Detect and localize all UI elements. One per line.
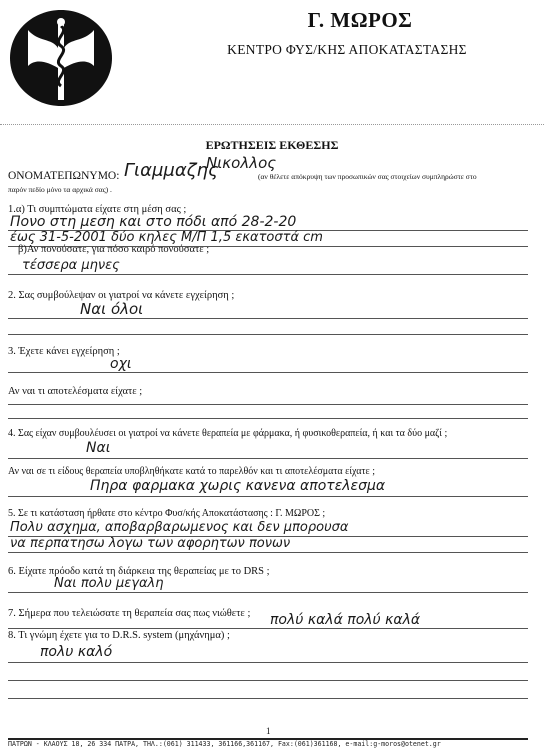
answer-2: Ναι όλοι (80, 300, 144, 318)
divider (0, 124, 544, 127)
clinic-logo (8, 8, 114, 108)
name-note-2: παρόν πεδίο μόνο τα αρχικά σας) . (8, 185, 112, 194)
answer-5-line2: να περπατησω λογω των αφορητων πονων (10, 536, 291, 551)
answer-8: πολυ καλό (40, 644, 113, 660)
footer-contact: ΠΑΤΡΩΝ - ΚΛΑΟΥΣ 18, 26 334 ΠΑΤΡΑ, ΤΗΛ.:(061) 311433, 361166,361167, Fax:(061)361168, e-mail:g-moros@otenet.gr (8, 740, 441, 748)
answer-line (8, 698, 528, 699)
answer-1a-line1: Πονο στη μεση και στο πόδι από 28-2-20 (10, 214, 297, 230)
question-8: 8. Τι γνώμη έχετε για το D.R.S. system (μηχάνημα) ; (8, 630, 230, 641)
answer-line (8, 318, 528, 319)
question-4-followup: Αν ναι σε τι είδους θεραπεία υποβληθήκατε κατά το παρελθόν και τι αποτελέσματα είχατε ; (8, 466, 376, 477)
name-surname-value: Γιαμμαζης (124, 160, 219, 181)
answer-1a-line2: έως 31-5-2001 δύο κηλες Μ/Π 1,5 εκατοστά cm (10, 230, 323, 245)
answer-5-line1: Πολυ ασχημα, αποβαρβαρωμενος και δεν μπορουσα (10, 520, 349, 535)
answer-line (8, 418, 528, 419)
answer-line (8, 404, 528, 405)
question-1b: β)Αν πονούσατε, για πόσο καιρό πονούσατε ; (18, 244, 210, 255)
answer-line (8, 592, 528, 593)
answer-4: Ναι (86, 440, 111, 456)
answer-7: πολύ καλά πολύ καλά (270, 612, 421, 628)
answer-line (8, 274, 528, 275)
question-3: 3. Έχετε κάνει εγχείρηση ; (8, 346, 120, 357)
answer-3: οχι (110, 356, 132, 372)
question-7: 7. Σήμερα που τελειώσατε τη θεραπεία σας πως νιώθετε ; (8, 608, 251, 619)
question-3-followup: Αν ναι τι αποτελέσματα είχατε ; (8, 386, 143, 397)
page-number: 1 (266, 726, 271, 736)
question-6: 6. Είχατε πρόοδο κατά τη διάρκεια της θεραπείας με το DRS ; (8, 566, 270, 577)
clinic-subtitle: ΚΕΝΤΡΟ ΦΥΣ/ΚΗΣ ΑΠΟΚΑΤΑΣΤΑΣΗΣ (227, 42, 467, 57)
clinic-title: Γ. ΜΩΡΟΣ (307, 8, 413, 32)
answer-line (8, 496, 528, 497)
answer-line (8, 552, 528, 553)
question-2: 2. Σας συμβούλεψαν οι γιατροί να κάνετε εγχείρηση ; (8, 290, 235, 301)
name-label: ΟΝΟΜΑΤΕΠΩΝΥΜΟ: (8, 170, 120, 182)
answer-line (8, 628, 528, 629)
name-first-value: Νικολλος (206, 154, 277, 172)
answer-line (8, 334, 528, 335)
question-4: 4. Σας είχαν συμβουλέυσει οι γιατροί να κάνετε θεραπεία με φάρμακα, ή φυσικοθεραπεία, ή και τα δύο μαζί ; (8, 428, 448, 439)
answer-line (8, 458, 528, 459)
answer-4-followup: Πηρα φαρμακα χωρις κανενα αποτελεσμα (90, 478, 386, 494)
answer-line (8, 372, 528, 373)
question-5: 5. Σε τι κατάσταση ήρθατε στο κέντρο Φυσ/κής Αποκατάστασης : Γ. ΜΩΡΟΣ ; (8, 508, 326, 519)
answer-line (8, 662, 528, 663)
question-1a: 1.α) Τι συμπτώματα είχατε στη μέση σας ; (8, 204, 187, 215)
answer-6: Ναι πολυ μεγαλη (54, 576, 164, 591)
answer-line (8, 680, 528, 681)
name-note: (αν θέλετε απόκρυψη των προσωπικών σας στοιχείων συμπληρώστε στο (258, 172, 477, 181)
answer-1b: τέσσερα μηνες (22, 258, 120, 273)
form-title: ΕΡΩΤΗΣΕΙΣ ΕΚΘΕΣΗΣ (205, 138, 339, 152)
